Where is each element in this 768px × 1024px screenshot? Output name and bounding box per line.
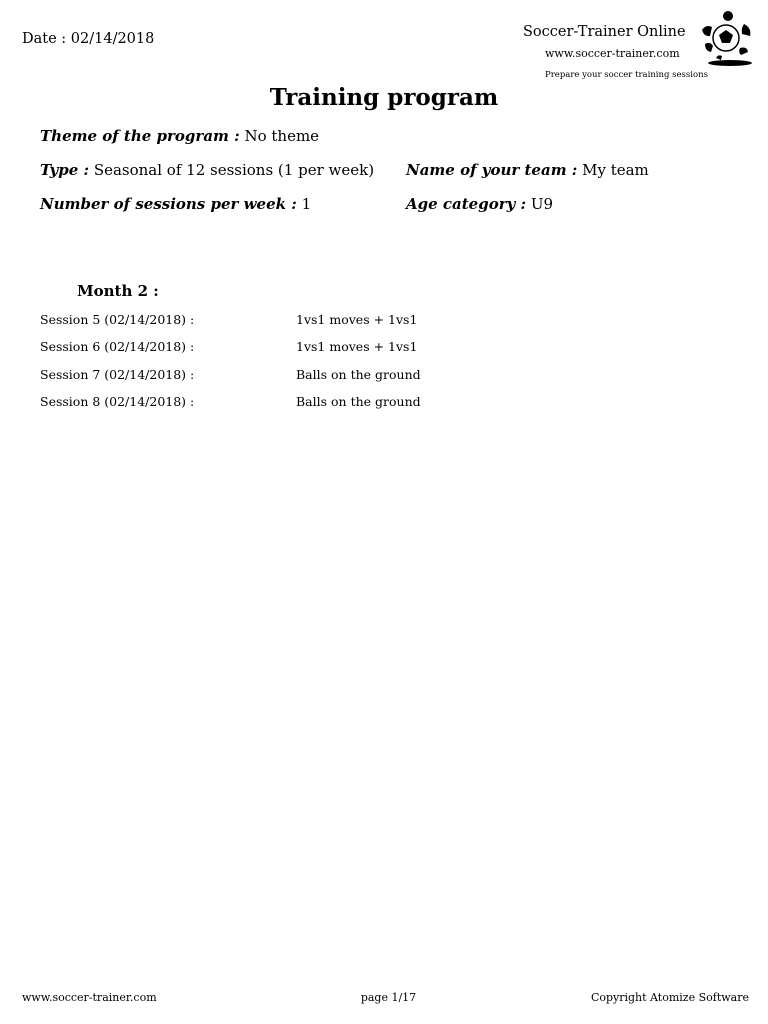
session-content: 1vs1 moves + 1vs1 (296, 312, 418, 327)
team-label: Name of your team : (406, 161, 578, 179)
age-category-value: U9 (530, 195, 554, 213)
theme-label: Theme of the program : (40, 127, 240, 145)
session-label: Session 7 (02/14/2018) : (40, 367, 195, 382)
theme-value: No theme (244, 127, 320, 145)
team-field (406, 161, 649, 179)
footer-copyright: Copyright Atomize Software (590, 991, 749, 1004)
page-number: page 1/17 (360, 991, 417, 1004)
type-value: Seasonal of 12 sessions (1 per week) (93, 161, 375, 179)
brand-url: www.soccer-trainer.com (545, 47, 680, 60)
soccer-ball-icon (696, 10, 756, 68)
session-content: Balls on the ground (296, 367, 421, 382)
sessions-per-week-value: 1 (301, 195, 312, 213)
session-content: 1vs1 moves + 1vs1 (296, 339, 418, 354)
age-category-field (406, 195, 553, 213)
type-label: Type : (40, 161, 90, 179)
session-label: Session 6 (02/14/2018) : (40, 339, 195, 354)
session-content: Balls on the ground (296, 394, 421, 409)
session-label: Session 5 (02/14/2018) : (40, 312, 195, 327)
type-field (40, 161, 374, 179)
theme-field (40, 127, 319, 145)
footer-url: www.soccer-trainer.com (22, 991, 157, 1004)
month-heading: Month 2 : (77, 282, 159, 300)
page-title: Training program (269, 84, 499, 111)
brand-tagline: Prepare your soccer training sessions (545, 70, 708, 80)
document-date: Date : 02/14/2018 (22, 31, 155, 47)
sessions-per-week-label: Number of sessions per week : (40, 195, 297, 213)
age-category-label: Age category : (406, 195, 527, 213)
session-label: Session 8 (02/14/2018) : (40, 394, 195, 409)
team-value: My team (582, 161, 649, 179)
brand-name: Soccer-Trainer Online (523, 24, 686, 40)
sessions-per-week-field (40, 195, 311, 213)
